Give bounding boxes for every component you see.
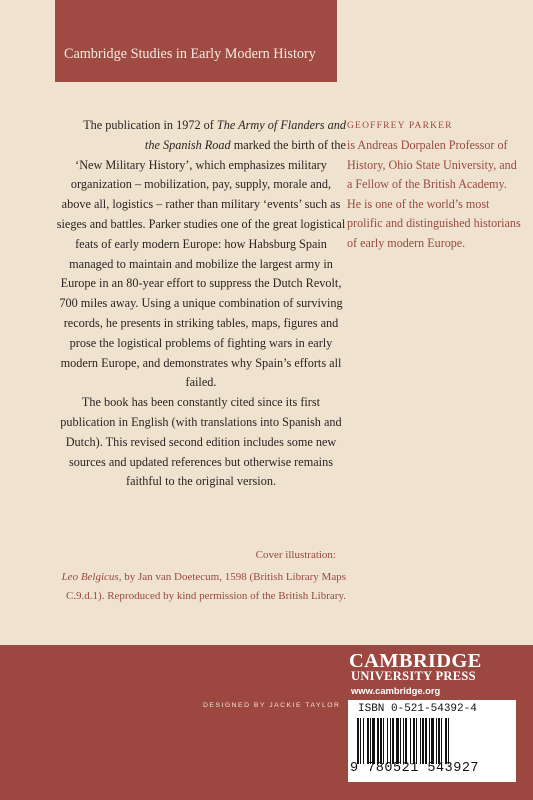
barcode-stripe — [396, 718, 399, 764]
publisher-logo-press: UNIVERSITY PRESS — [351, 669, 476, 683]
barcode-stripe — [367, 718, 369, 764]
barcode-stripe — [422, 718, 424, 764]
series-banner — [55, 0, 337, 82]
barcode-stripe — [429, 718, 430, 764]
barcode-stripe — [400, 718, 401, 764]
barcode-stripe — [390, 718, 391, 764]
isbn-number: ISBN 0-521-54392-4 — [358, 703, 477, 715]
barcode-stripe — [387, 718, 388, 764]
barcode-stripe — [438, 718, 440, 764]
barcode-stripe — [360, 718, 361, 764]
book-description — [56, 116, 346, 492]
author-name: GEOFFREY PARKER — [347, 121, 453, 131]
barcode-stripe — [445, 718, 447, 764]
barcode-stripe — [357, 718, 359, 764]
barcode-stripe — [392, 718, 394, 764]
publisher-url: www.cambridge.org — [351, 685, 441, 696]
illustration-title: Leo Belgicus, — [61, 571, 122, 583]
description-body: ‘New Military History’, which emphasizes military organization – mobilization, pay, supply, morale and, above all, logistics – rather than military ‘events’ such as sieges and battles. Parker studies one of the great logistical feats of early modern Europe: how Habsburg Spain managed to maintain and mobilize the largest army in Europe in an 80-year effort to suppress the Dutch Revolt, 700 miles away. Using a unique combination of surviving records, he presents in striking tables, maps, figures and prose the logistical problems of fighting wars in early modern Europe, and demonstrates why Spain’s efforts all failed. — [56, 157, 346, 390]
description-first-line — [56, 116, 346, 136]
ean-number: 9 780521 543927 — [350, 761, 480, 776]
barcode-stripe — [416, 718, 417, 764]
description-intro: The publication in 1972 of — [83, 118, 217, 132]
barcode-stripe — [370, 718, 371, 764]
barcode-stripe — [410, 718, 411, 764]
author-bio: is Andreas Dorpalen Professor of History, Ohio State University, and a Fellow of the British Academy. He is one of the world’s most prolific and distinguished historians of early modern Europe. — [347, 138, 521, 250]
series-title: Cambridge Studies in Early Modern History — [64, 46, 316, 62]
barcode-stripe — [403, 718, 404, 764]
barcode-stripe — [436, 718, 437, 764]
barcode-stripe — [377, 718, 379, 764]
description-paragraph-2: The book has been constantly cited since its first publication in English (with translations into Spanish and Dutch). This revised second edition includes some new sources and updated references but otherwise remains faithful to the original version. — [60, 395, 342, 489]
cover-illustration-credit — [56, 568, 346, 605]
barcode-stripe — [380, 718, 382, 764]
barcode-stripe — [425, 718, 427, 764]
barcode-stripe — [383, 718, 384, 764]
barcode-stripe — [372, 718, 375, 764]
isbn-barcode — [348, 700, 516, 782]
barcode-stripe — [420, 718, 421, 764]
description-paragraph-1 — [56, 116, 346, 393]
cover-illustration-heading: Cover illustration: — [255, 549, 336, 561]
description-continuation: marked the birth of the — [230, 137, 346, 152]
barcode-stripe — [431, 718, 434, 764]
barcode-stripe — [448, 718, 449, 764]
designer-credit: DESIGNED BY JACKIE TAYLOR — [203, 702, 341, 709]
book-title-part-1: The Army of Flanders and — [216, 118, 346, 132]
barcode-bars — [356, 718, 508, 764]
description-second-line — [56, 136, 346, 156]
illustration-details: by Jan van Doetecum, 1598 (British Library Maps C.9.d.1). Reproduced by kind permission of the British Library. — [65, 571, 346, 602]
book-title-part-2: the Spanish Road — [144, 137, 231, 152]
publisher-logo-name: CAMBRIDGE — [349, 650, 482, 672]
barcode-stripe — [413, 718, 415, 764]
barcode-stripe — [363, 718, 364, 764]
barcode-stripe — [441, 718, 442, 764]
barcode-stripe — [405, 718, 407, 764]
